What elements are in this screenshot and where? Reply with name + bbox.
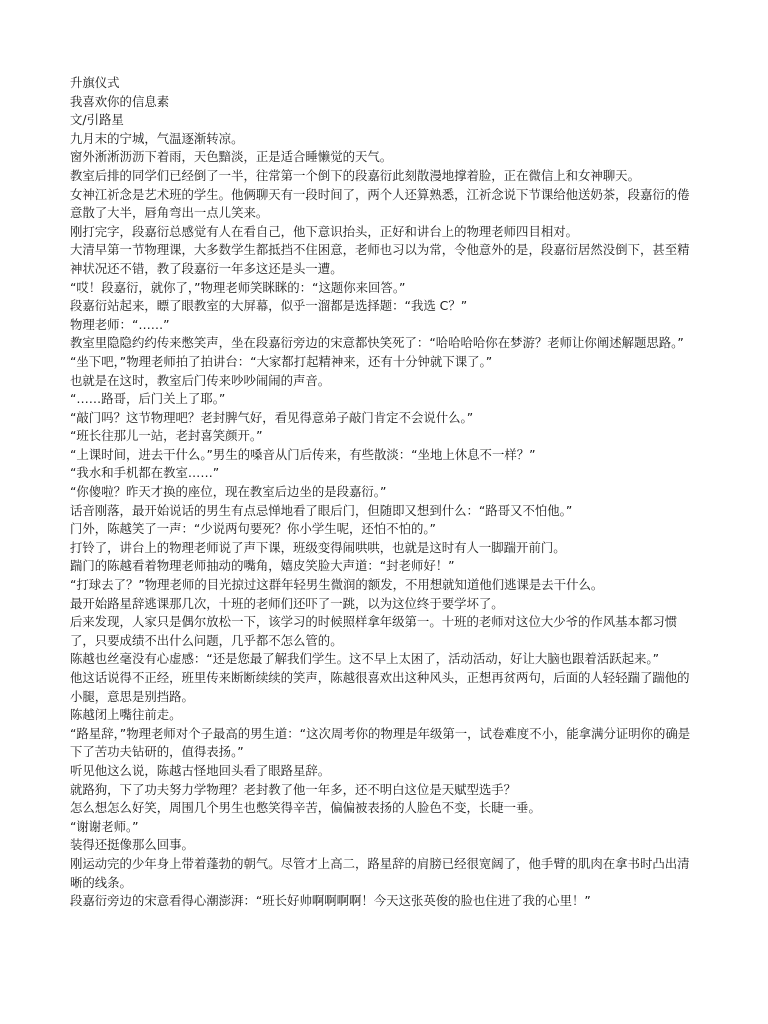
paragraph: “路星辞，”物理老师对个子最高的男生道：“这次周考你的物理是年级第一，试卷难度不小，能拿满分证明你的确是下了苦功夫钻研的，值得表扬。” [70, 725, 691, 760]
paragraph: 刚打完字，段嘉衍总感觉有人在看自己，他下意识抬头，正好和讲台上的物理老师四目相对。 [70, 223, 579, 239]
section-heading: 升旗仪式 [70, 75, 120, 90]
paragraph: 就路狗，下了功夫努力学物理？老封教了他一年多，还不明白这位是天赋型选手？ [70, 781, 517, 797]
paragraph: “哎！段嘉衍，就你了，”物理老师笑眯眯的：“这题你来回答。” [70, 279, 406, 295]
paragraph: 踹门的陈越看着物理老师抽动的嘴角，嬉皮笑脸大声道：“封老师好！” [70, 558, 455, 574]
paragraph: 打铃了，讲台上的物理老师说了声下课，班级变得闹哄哄，也就是这时有人一脚踹开前门。 [70, 539, 566, 555]
paragraph: 九月末的宁城，气温逐渐转凉。 [70, 130, 244, 146]
paragraph: 大清早第一节物理课，大多数学生都抵挡不住困意，老师也习以为常，令他意外的是，段嘉衍居然没倒下，甚至精神状况还不错，教了段嘉衍一年多这还是头一遭。 [70, 242, 690, 276]
author-line: 文/引路星 [70, 112, 124, 128]
paragraph: 最开始路星辞逃课那几次，十班的老师们还吓了一跳，以为这位终于要学坏了。 [70, 595, 504, 611]
paragraph: 教室里隐隐约约传来憋笑声，坐在段嘉衍旁边的宋意都快笑死了：“哈哈哈哈你在梦游？老师让你阐述解题思路。” [70, 335, 684, 351]
paragraph: 听见他这么说，陈越古怪地回头看了眼路星辞。 [70, 762, 331, 778]
paragraph: “……路哥，后门关上了耶。” [70, 391, 226, 407]
paragraph: “你傻啦？昨天才换的座位，现在教室后边坐的是段嘉衍。” [70, 484, 387, 500]
paragraph: “敲门吗？这节物理吧？老封脾气好，看见得意弟子敲门肯定不会说什么。” [70, 409, 474, 425]
paragraph: 刚运动完的少年身上带着蓬勃的朝气。尽管才上高二，路星辞的肩膀已经很宽阔了，他手臂的肌肉在拿书时凸出清晰的线条。 [70, 855, 690, 890]
paragraph: 怎么想怎么好笑，周围几个男生也憋笑得辛苦，偏偏被表扬的人脸色不变，长睫一垂。 [70, 800, 541, 816]
paragraph: “打球去了？”物理老师的目光掠过这群年轻男生微润的额发，不用想就知道他们逃课是去干什么。 [70, 577, 604, 593]
paragraph: “我水和手机都在教室……” [70, 465, 220, 481]
paragraph: 教室后排的同学们已经倒了一半，往常第一个倒下的段嘉衍此刻散漫地撑着脸，正在微信上和女神聊天。 [70, 167, 640, 183]
paragraph: 也就是在这时，教室后门传来吵吵闹闹的声音。 [70, 372, 331, 388]
paragraph: 后来发现，人家只是偶尔放松一下，该学习的时候照样拿年级第一。十班的老师对这位大少爷的作风基本都习惯了，只要成绩不出什么问题，几乎都不怎么管的。 [70, 614, 678, 648]
document-page [70, 74, 698, 911]
paragraph: 陈越闭上嘴往前走。 [70, 707, 182, 723]
paragraph: 物理老师：“……” [70, 316, 170, 332]
paragraph: 段嘉衍旁边的宋意看得心潮澎湃：“班长好帅啊啊啊啊！今天这张英俊的脸也住进了我的心里！” [70, 893, 591, 909]
paragraph: 女神江祈念是艺术班的学生。他俩聊天有一段时间了，两个人还算熟悉，江祈念说下节课给他送奶茶，段嘉衍的倦意散了大半，唇角弯出一点儿笑来。 [70, 186, 690, 221]
paragraph: 门外，陈越笑了一声：“少说两句要死？你小学生呢，还怕不怕的。” [70, 521, 436, 537]
paragraph: 他这话说得不正经，班里传来断断续续的笑声，陈越很喜欢出这种风头，正想再贫两句，后面的人轻轻踹了踹他的小腿，意思是别挡路。 [70, 670, 690, 704]
paragraph: 装得还挺像那么回事。 [70, 837, 194, 853]
paragraph: 段嘉衍站起来，瞟了眼教室的大屏幕，似乎一溜都是选择题：“我选 C？” [70, 298, 468, 314]
paragraph: 陈越也丝毫没有心虚感：“还是您最了解我们学生。这不早上太困了，活动活动，好让大脑也跟着活跃起来。” [70, 651, 659, 667]
paragraph: “坐下吧，”物理老师拍了拍讲台：“大家都打起精神来，还有十分钟就下课了。” [70, 353, 493, 369]
paragraph: “谢谢老师。” [70, 818, 139, 834]
story-title: 我喜欢你的信息素 [70, 93, 170, 109]
paragraph: 窗外淅淅沥沥下着雨，天色黯淡，正是适合睡懒觉的天气。 [70, 149, 393, 165]
paragraph: 话音刚落，最开始说话的男生有点忌惮地看了眼后门，但随即又想到什么：“路哥又不怕他。” [70, 502, 573, 518]
paragraph: “班长往那儿一站，老封喜笑颜开。” [70, 428, 263, 444]
paragraph: “上课时间，进去干什么。”男生的嗓音从门后传来，有些散淡：“坐地上休息不一样？” [70, 446, 536, 462]
